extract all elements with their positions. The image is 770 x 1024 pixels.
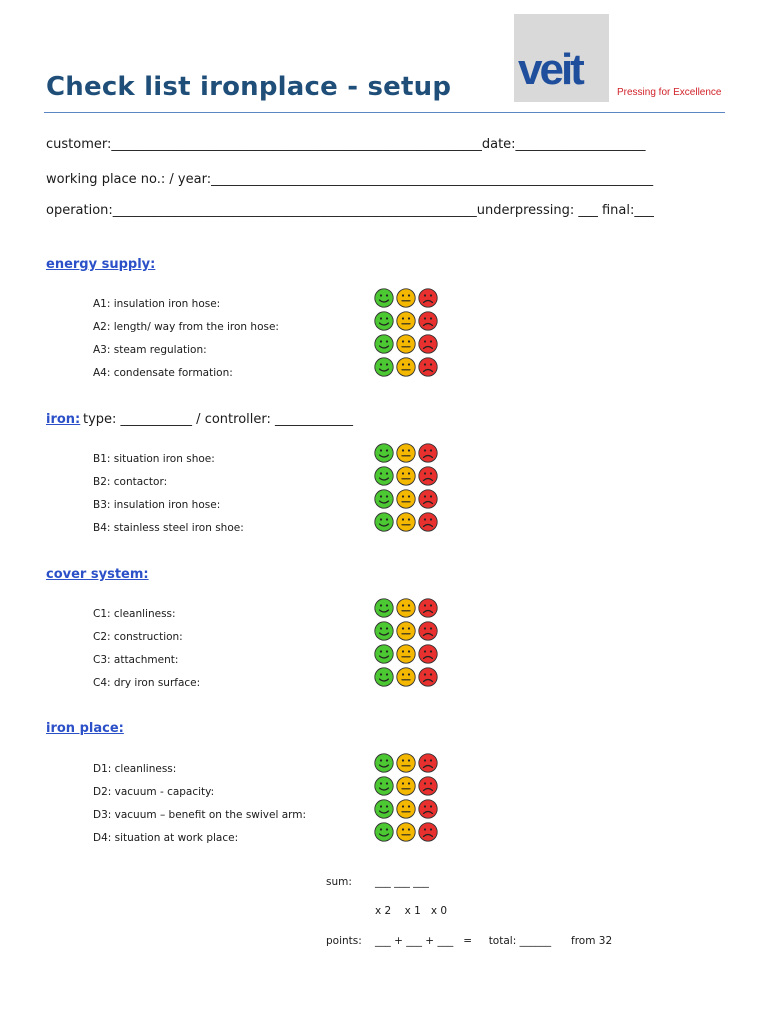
sad-face-icon[interactable]	[419, 358, 437, 376]
item-d4: D4: situation at work place:	[93, 832, 239, 844]
rating-faces-c4[interactable]	[374, 667, 440, 687]
item-c1: C1: cleanliness:	[93, 608, 176, 620]
happy-face-icon[interactable]	[375, 668, 393, 686]
item-d3: D3: vacuum – benefit on the swivel arm:	[93, 809, 307, 821]
item-d2: D2: vacuum - capacity:	[93, 786, 215, 798]
happy-face-icon[interactable]	[375, 622, 393, 640]
happy-face-icon[interactable]	[375, 335, 393, 353]
sad-face-icon[interactable]	[419, 444, 437, 462]
neutral-face-icon[interactable]	[397, 668, 415, 686]
title-divider	[44, 112, 725, 113]
item-a4: A4: condensate formation:	[93, 367, 233, 379]
rating-faces-b1[interactable]	[374, 443, 440, 463]
item-b4: B4: stainless steel iron shoe:	[93, 522, 244, 534]
happy-face-icon[interactable]	[375, 444, 393, 462]
rating-faces-c2[interactable]	[374, 621, 440, 641]
sad-face-icon[interactable]	[419, 599, 437, 617]
rating-faces-c1[interactable]	[374, 598, 440, 618]
item-c2: C2: construction:	[93, 631, 183, 643]
sad-face-icon[interactable]	[419, 622, 437, 640]
item-b3: B3: insulation iron hose:	[93, 499, 221, 511]
iron-type-controller-field[interactable]: type: ___________ / controller: ____________	[83, 412, 353, 427]
rating-faces-d2[interactable]	[374, 776, 440, 796]
neutral-face-icon[interactable]	[397, 444, 415, 462]
section-heading-cover-system: cover system:	[46, 567, 149, 582]
sad-face-icon[interactable]	[419, 645, 437, 663]
happy-face-icon[interactable]	[375, 754, 393, 772]
item-a3: A3: steam regulation:	[93, 344, 207, 356]
neutral-face-icon[interactable]	[397, 599, 415, 617]
happy-face-icon[interactable]	[375, 289, 393, 307]
item-c4: C4: dry iron surface:	[93, 677, 201, 689]
rating-faces-a4[interactable]	[374, 357, 440, 377]
rating-faces-b2[interactable]	[374, 466, 440, 486]
neutral-face-icon[interactable]	[397, 490, 415, 508]
happy-face-icon[interactable]	[375, 645, 393, 663]
rating-faces-d3[interactable]	[374, 799, 440, 819]
rating-faces-d4[interactable]	[374, 822, 440, 842]
sad-face-icon[interactable]	[419, 513, 437, 531]
neutral-face-icon[interactable]	[397, 777, 415, 795]
rating-faces-d1[interactable]	[374, 753, 440, 773]
item-b2: B2: contactor:	[93, 476, 168, 488]
multipliers: x 2 x 1 x 0	[375, 905, 448, 917]
svg-text:veit: veit	[518, 45, 582, 92]
rating-faces-b4[interactable]	[374, 512, 440, 532]
total-from: from 32	[571, 935, 613, 947]
sad-face-icon[interactable]	[419, 335, 437, 353]
customer-date-field[interactable]: customer:_________________________________________________________date:____________________	[46, 137, 646, 152]
sum-label: sum:	[326, 876, 352, 888]
operation-field[interactable]: operation:________________________________________________________underpressing: ___ final:___	[46, 203, 654, 218]
sad-face-icon[interactable]	[419, 312, 437, 330]
points-label: points:	[326, 935, 362, 947]
rating-faces-a2[interactable]	[374, 311, 440, 331]
item-b1: B1: situation iron shoe:	[93, 453, 215, 465]
sad-face-icon[interactable]	[419, 668, 437, 686]
section-heading-energy-supply: energy supply:	[46, 257, 156, 272]
sad-face-icon[interactable]	[419, 467, 437, 485]
working-place-field[interactable]: working place no.: / year:____________________________________________________________________	[46, 172, 654, 187]
logo-tagline: Pressing for Excellence	[617, 87, 722, 98]
happy-face-icon[interactable]	[375, 800, 393, 818]
item-a2: A2: length/ way from the iron hose:	[93, 321, 279, 333]
sad-face-icon[interactable]	[419, 823, 437, 841]
happy-face-icon[interactable]	[375, 777, 393, 795]
happy-face-icon[interactable]	[375, 490, 393, 508]
points-formula[interactable]: ___ + ___ + ___ = total: ______	[375, 935, 552, 947]
neutral-face-icon[interactable]	[397, 513, 415, 531]
neutral-face-icon[interactable]	[397, 312, 415, 330]
sad-face-icon[interactable]	[419, 289, 437, 307]
item-c3: C3: attachment:	[93, 654, 179, 666]
happy-face-icon[interactable]	[375, 467, 393, 485]
rating-faces-a3[interactable]	[374, 334, 440, 354]
item-a1: A1: insulation iron hose:	[93, 298, 221, 310]
happy-face-icon[interactable]	[375, 599, 393, 617]
page-title: Check list ironplace - setup	[46, 72, 452, 102]
rating-faces-a1[interactable]	[374, 288, 440, 308]
section-heading-iron-place: iron place:	[46, 721, 124, 736]
happy-face-icon[interactable]	[375, 513, 393, 531]
neutral-face-icon[interactable]	[397, 289, 415, 307]
neutral-face-icon[interactable]	[397, 823, 415, 841]
item-d1: D1: cleanliness:	[93, 763, 177, 775]
happy-face-icon[interactable]	[375, 823, 393, 841]
neutral-face-icon[interactable]	[397, 622, 415, 640]
sad-face-icon[interactable]	[419, 754, 437, 772]
veit-logo	[514, 44, 609, 92]
sad-face-icon[interactable]	[419, 800, 437, 818]
rating-faces-c3[interactable]	[374, 644, 440, 664]
happy-face-icon[interactable]	[375, 358, 393, 376]
neutral-face-icon[interactable]	[397, 800, 415, 818]
sum-blanks[interactable]: ___ ___ ___	[375, 876, 429, 888]
neutral-face-icon[interactable]	[397, 754, 415, 772]
happy-face-icon[interactable]	[375, 312, 393, 330]
section-heading-iron: iron:	[46, 412, 81, 427]
neutral-face-icon[interactable]	[397, 358, 415, 376]
neutral-face-icon[interactable]	[397, 335, 415, 353]
neutral-face-icon[interactable]	[397, 467, 415, 485]
sad-face-icon[interactable]	[419, 777, 437, 795]
neutral-face-icon[interactable]	[397, 645, 415, 663]
rating-faces-b3[interactable]	[374, 489, 440, 509]
sad-face-icon[interactable]	[419, 490, 437, 508]
